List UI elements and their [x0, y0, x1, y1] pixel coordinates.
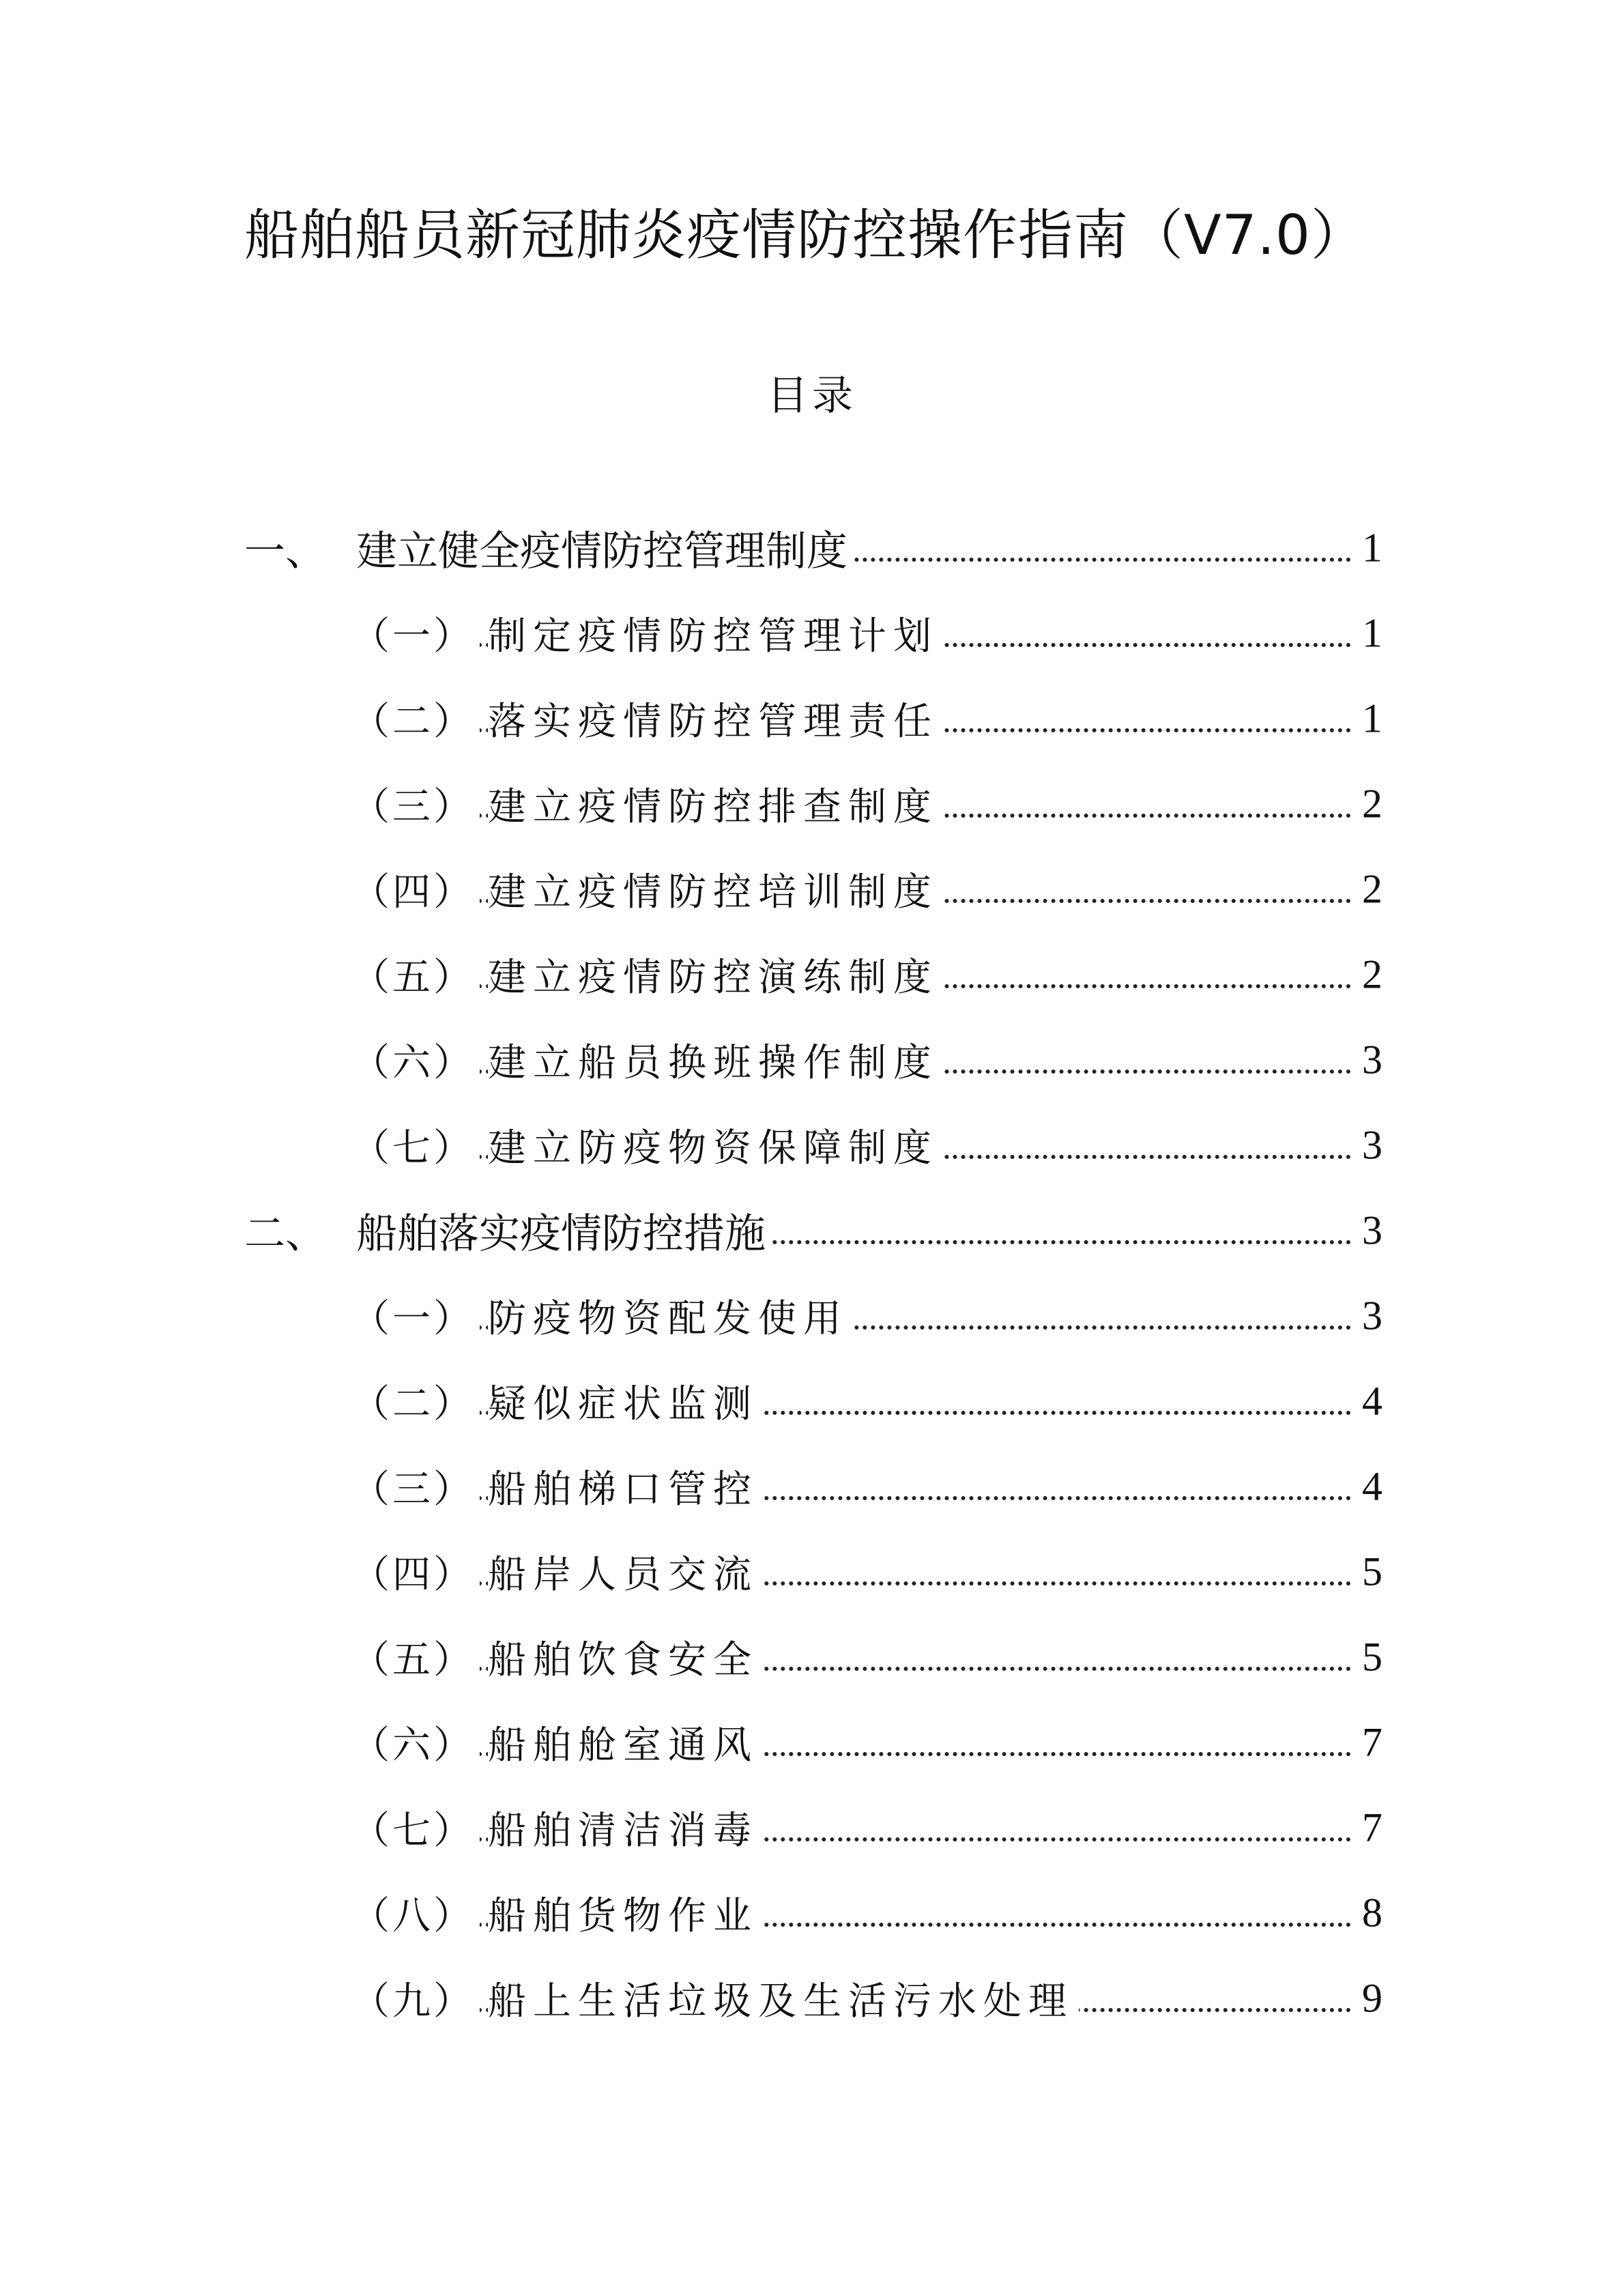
toc-entry-1-4[interactable] [0, 846, 1624, 932]
toc-entry-title[interactable]: 建立疫情防控演练制度 [488, 947, 944, 1002]
toc-entry-page: 9 [1357, 1975, 1382, 2022]
toc-entry-1-1[interactable] [0, 590, 1624, 676]
toc-entry-title[interactable]: 船舶清洁消毒 [488, 1800, 764, 1855]
toc-entry-2-7[interactable] [0, 1785, 1624, 1870]
toc-entry-number: （一） [351, 1289, 480, 1343]
toc-entry-page: 7 [1357, 1804, 1382, 1851]
toc-entry-page: 1 [1357, 695, 1382, 742]
toc-entry-number: （八） [351, 1886, 480, 1940]
toc-entry-title[interactable]: 船舶货物作业 [488, 1886, 764, 1940]
toc-entry-2-6[interactable] [0, 1699, 1624, 1785]
toc-entry-page: 5 [1357, 1548, 1382, 1595]
toc-entry-number: （七） [351, 1800, 480, 1855]
toc-entry-number: （九） [351, 1971, 480, 2026]
toc-entry-page: 8 [1357, 1889, 1382, 1936]
toc-entry-title[interactable]: 建立健全疫情防控管理制度 [356, 519, 853, 577]
toc-entry-page: 3 [1357, 1036, 1382, 1083]
toc-entry-page: 2 [1357, 780, 1382, 827]
toc-entry-title[interactable]: 船舶舱室通风 [488, 1715, 764, 1770]
toc-entry-1-5[interactable] [0, 932, 1624, 1017]
toc-entry-number: （六） [351, 1715, 480, 1770]
toc-entry-1-2[interactable] [0, 676, 1624, 761]
toc-entry-number: （一） [351, 606, 480, 661]
toc-entry-number: （五） [351, 1630, 480, 1684]
toc-entry-page: 2 [1357, 951, 1382, 998]
toc-entry-title[interactable]: 船舶落实疫情防控措施 [356, 1201, 771, 1260]
toc-heading: 目录 [767, 372, 857, 420]
toc-entry-title[interactable]: 建立疫情防控排查制度 [488, 777, 944, 831]
toc-entry-title[interactable]: 防疫物资配发使用 [488, 1289, 854, 1343]
toc-entry-number: （二） [351, 1374, 480, 1429]
toc-entry-page: 3 [1357, 1207, 1382, 1254]
toc-entry-number: （二） [351, 691, 480, 746]
toc-entry-number: （六） [351, 1033, 480, 1087]
toc-entry-2-5[interactable] [0, 1614, 1624, 1699]
toc-entry-page: 2 [1357, 865, 1382, 913]
toc-entry-title[interactable]: 船舶梯口管控 [488, 1459, 764, 1514]
toc-entry-title[interactable]: 船舶饮食安全 [488, 1630, 764, 1684]
document-title: 船舶船员新冠肺炎疫情防控操作指南（V7.0） [244, 203, 1366, 267]
table-of-contents [0, 505, 1624, 2041]
toc-entry-1[interactable] [0, 505, 1624, 590]
toc-entry-title[interactable]: 建立疫情防控培训制度 [488, 862, 944, 917]
toc-entry-page: 4 [1357, 1377, 1382, 1424]
toc-entry-2-8[interactable] [0, 1870, 1624, 1955]
toc-entry-title[interactable]: 船上生活垃圾及生活污水处理 [488, 1971, 1079, 2026]
toc-entry-number: （四） [351, 862, 480, 917]
toc-entry-1-6[interactable] [0, 1017, 1624, 1102]
toc-entry-page: 7 [1357, 1719, 1382, 1766]
toc-entry-1-7[interactable] [0, 1102, 1624, 1188]
toc-entry-page: 3 [1357, 1121, 1382, 1168]
toc-entry-number: （三） [351, 777, 480, 831]
toc-entry-title[interactable]: 建立船员换班操作制度 [488, 1033, 944, 1087]
toc-entry-title[interactable]: 疑似症状监测 [488, 1374, 764, 1429]
toc-entry-2-4[interactable] [0, 1529, 1624, 1614]
toc-entry-2[interactable] [0, 1188, 1624, 1273]
toc-entry-title[interactable]: 建立防疫物资保障制度 [488, 1118, 944, 1173]
toc-entry-page: 1 [1357, 609, 1382, 657]
toc-entry-2-2[interactable] [0, 1358, 1624, 1444]
toc-entry-title[interactable]: 制定疫情防控管理计划 [488, 606, 944, 661]
toc-entry-title[interactable]: 船岸人员交流 [488, 1545, 764, 1599]
toc-entry-page: 1 [1357, 524, 1382, 571]
toc-entry-number: 一、 [244, 519, 332, 577]
toc-entry-2-9[interactable] [0, 1955, 1624, 2041]
toc-entry-number: 二、 [244, 1201, 332, 1260]
toc-entry-2-3[interactable] [0, 1444, 1624, 1529]
toc-entry-page: 5 [1357, 1633, 1382, 1680]
toc-entry-number: （七） [351, 1118, 480, 1173]
toc-entry-2-1[interactable] [0, 1273, 1624, 1358]
toc-entry-number: （五） [351, 947, 480, 1002]
toc-entry-page: 4 [1357, 1463, 1382, 1510]
toc-entry-title[interactable]: 落实疫情防控管理责任 [488, 691, 944, 746]
toc-entry-number: （三） [351, 1459, 480, 1514]
toc-entry-1-3[interactable] [0, 761, 1624, 846]
toc-entry-number: （四） [351, 1545, 480, 1599]
toc-entry-page: 3 [1357, 1292, 1382, 1339]
